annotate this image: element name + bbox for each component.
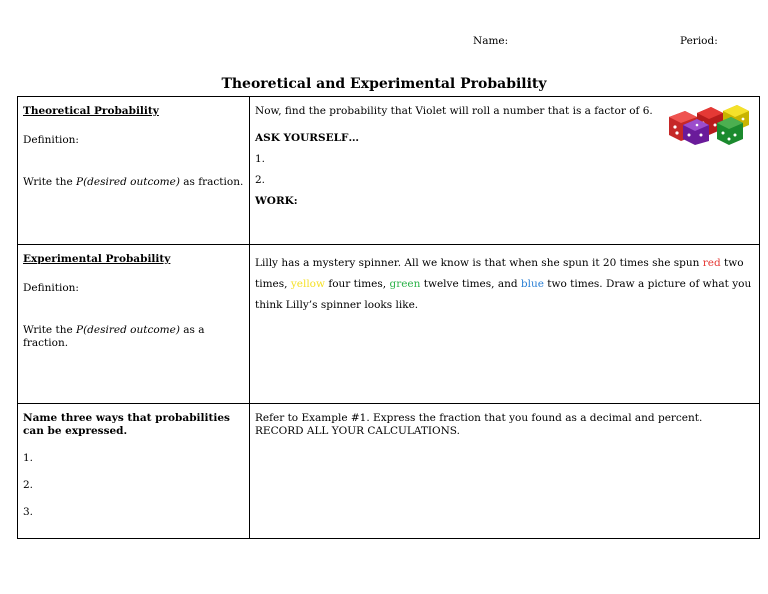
ask-item-1: 1. (255, 153, 266, 165)
way-item-1: 1. (23, 452, 34, 464)
way-item-2: 2. (23, 479, 34, 491)
table-row (18, 404, 760, 539)
definition-label: Definition: (23, 282, 79, 294)
decimal-percent-cell (250, 404, 760, 539)
spinner-question (255, 253, 754, 316)
theoretical-heading: Theoretical Probability (23, 105, 159, 117)
experimental-cell (18, 245, 250, 404)
spinner-text-5: two times. Draw a picture of what you think Lilly’s spinner looks like. (255, 278, 752, 311)
work-label: WORK: (255, 195, 298, 207)
probability-formula: P(desired outcome) (76, 176, 180, 188)
prompt-suffix: as fraction. (179, 176, 244, 188)
probability-formula: P(desired outcome) (76, 324, 180, 336)
name-label: Name: (473, 35, 509, 47)
table-row (18, 97, 760, 245)
write-fraction-prompt (23, 324, 244, 350)
green-word: green (389, 278, 421, 290)
yellow-word: yellow (290, 278, 325, 290)
three-ways-heading: Name three ways that probabilities can be expressed. (23, 412, 230, 437)
prompt-prefix: Write the (23, 176, 77, 188)
write-fraction-prompt (23, 176, 244, 189)
violet-question-cell (250, 97, 760, 245)
prompt-suffix: as a fraction. (23, 324, 205, 349)
ask-yourself-label: ASK YOURSELF… (255, 132, 359, 144)
period-label: Period: (680, 35, 718, 47)
experimental-heading: Experimental Probability (23, 253, 171, 265)
ask-item-2: 2. (255, 174, 266, 186)
spinner-text-3: four times, (324, 278, 390, 290)
way-item-3: 3. (23, 506, 34, 518)
three-ways-cell (18, 404, 250, 539)
spinner-text-4: twelve times, and (420, 278, 521, 290)
page-title: Theoretical and Experimental Probability (221, 76, 547, 92)
table-row (18, 245, 760, 404)
decimal-percent-instructions: Refer to Example #1. Express the fraction that you found as a decimal and percent. RECORD ALL YOUR CALCULATIONS. (255, 412, 703, 437)
theoretical-cell (18, 97, 250, 245)
spinner-question-cell (250, 245, 760, 404)
prompt-prefix: Write the (23, 324, 77, 336)
definition-label: Definition: (23, 134, 79, 146)
spinner-text-2: two times, (255, 257, 744, 290)
violet-question: Now, find the probability that Violet will roll a number that is a factor of 6. (255, 105, 653, 117)
worksheet-table (17, 96, 760, 539)
spinner-text-1: Lilly has a mystery spinner. All we know is that when she spun it 20 times she spun (255, 257, 703, 269)
red-word: red (702, 257, 721, 269)
dice-icon (667, 105, 751, 145)
blue-word: blue (520, 278, 544, 290)
